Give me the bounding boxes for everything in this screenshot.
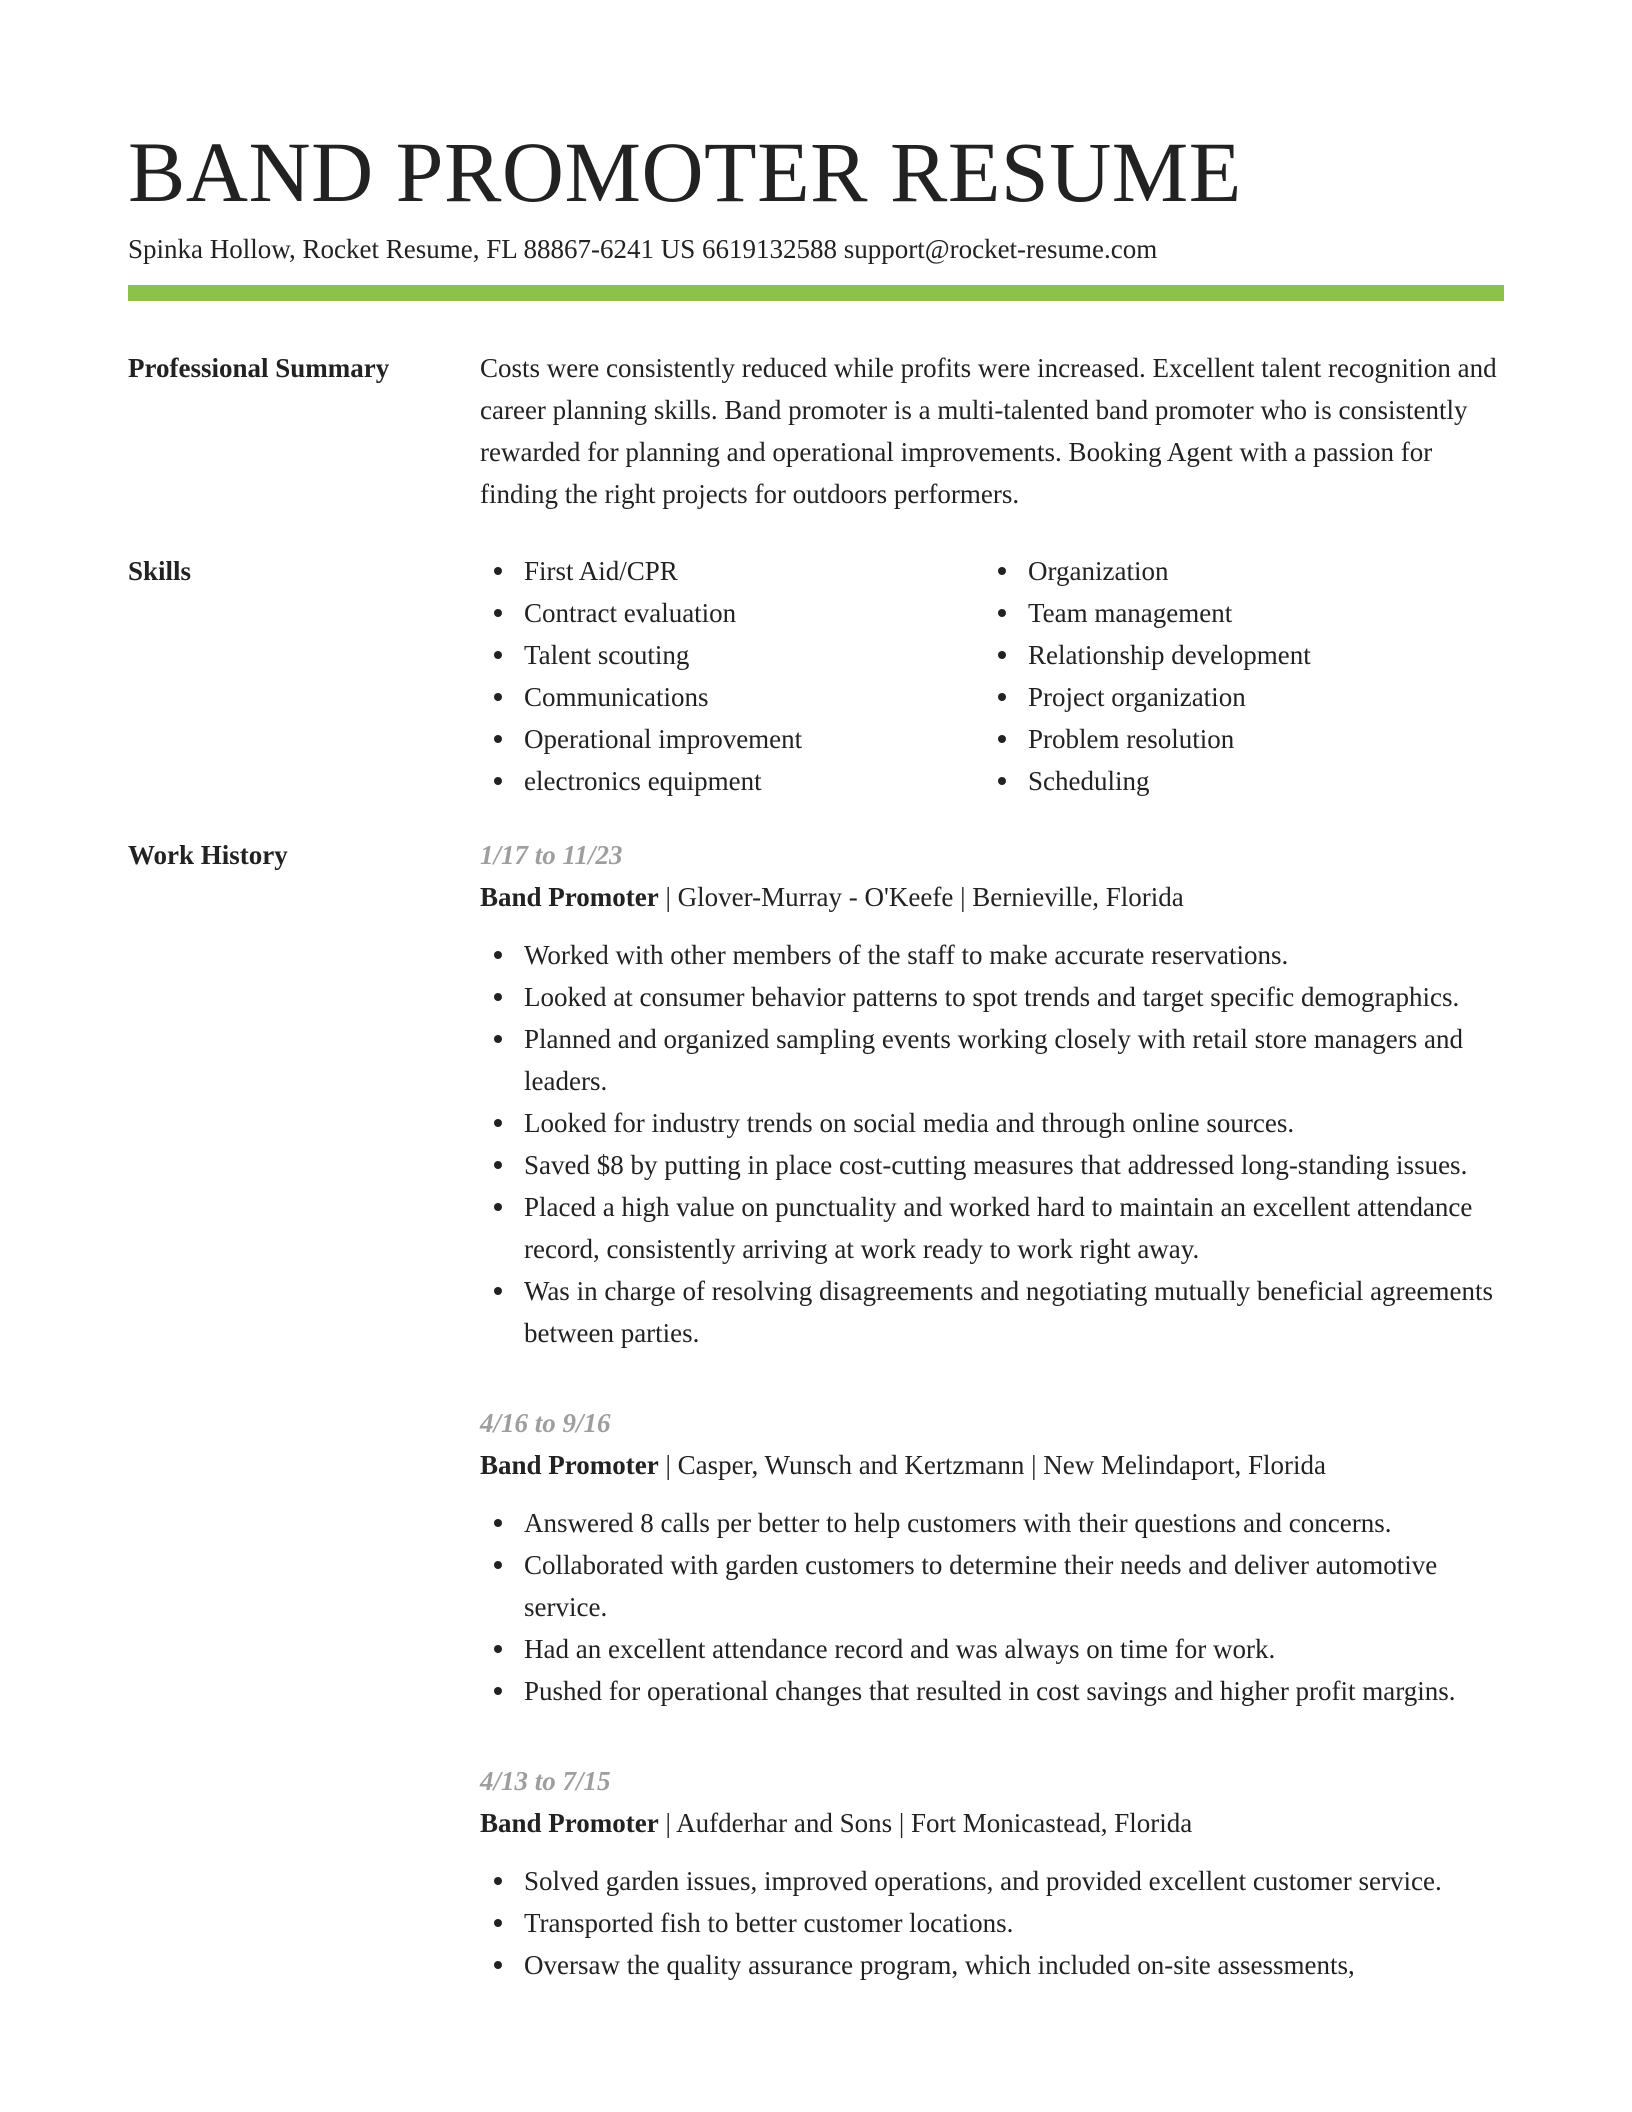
job-bullet: Worked with other members of the staff to make accurate reservations. <box>480 934 1504 976</box>
job-heading <box>480 1802 1504 1844</box>
work-history-label: Work History <box>128 840 288 870</box>
skill-item: electronics equipment <box>480 760 984 802</box>
job-details: | Casper, Wunsch and Kertzmann | New Melindaport, Florida <box>658 1450 1326 1480</box>
skills-list-right <box>984 550 1504 802</box>
job-title: Band Promoter <box>480 1808 659 1838</box>
skill-item: Scheduling <box>984 760 1504 802</box>
skill-item: Operational improvement <box>480 718 984 760</box>
job-bullet: Had an excellent attendance record and was always on time for work. <box>480 1628 1504 1670</box>
job-bullets <box>480 1860 1504 1986</box>
job-heading <box>480 1444 1504 1486</box>
job-bullet: Pushed for operational changes that resulted in cost savings and higher profit margins. <box>480 1670 1504 1712</box>
job-bullet: Collaborated with garden customers to determine their needs and deliver automotive service. <box>480 1544 1504 1628</box>
job-bullet: Transported fish to better customer locations. <box>480 1902 1504 1944</box>
skill-item: Contract evaluation <box>480 592 984 634</box>
job-bullet: Planned and organized sampling events working closely with retail store managers and leaders. <box>480 1018 1504 1102</box>
job-bullet: Oversaw the quality assurance program, which included on-site assessments, <box>480 1944 1504 1986</box>
skill-item: First Aid/CPR <box>480 550 984 592</box>
contact-info: Spinka Hollow, Rocket Resume, FL 88867-6241 US 6619132588 support@rocket-resume.com <box>128 234 1158 264</box>
job-heading <box>480 876 1504 918</box>
job-entry <box>480 1760 1504 1986</box>
job-bullet: Looked at consumer behavior patterns to spot trends and target specific demographics. <box>480 976 1504 1018</box>
skill-item: Project organization <box>984 676 1504 718</box>
job-dates: 4/13 to 7/15 <box>480 1766 611 1796</box>
job-entry <box>480 834 1504 1354</box>
skill-item: Problem resolution <box>984 718 1504 760</box>
job-details: | Aufderhar and Sons | Fort Monicastead, Florida <box>658 1808 1193 1838</box>
skill-item: Relationship development <box>984 634 1504 676</box>
job-title: Band Promoter <box>480 882 659 912</box>
job-bullet: Solved garden issues, improved operations, and provided excellent customer service. <box>480 1860 1504 1902</box>
job-bullet: Looked for industry trends on social media and through online sources. <box>480 1102 1504 1144</box>
summary-text: Costs were consistently reduced while profits were increased. Excellent talent recognition and career planning skills. Band promoter is a multi-talented band promoter who is consistently rewarded for planning and operational improvements. Booking Agent with a passion for finding the right projects for outdoors performers. <box>480 353 1497 509</box>
skill-item: Team management <box>984 592 1504 634</box>
job-dates: 4/16 to 9/16 <box>480 1408 611 1438</box>
job-bullets <box>480 934 1504 1354</box>
accent-divider <box>128 285 1504 301</box>
job-details: | Glover-Murray - O'Keefe | Bernieville, Florida <box>658 882 1184 912</box>
job-bullet: Placed a high value on punctuality and worked hard to maintain an excellent attendance record, consistently arriving at work ready to work right away. <box>480 1186 1504 1270</box>
resume-title: BAND PROMOTER RESUME <box>128 124 1242 220</box>
job-dates: 1/17 to 11/23 <box>480 840 623 870</box>
skill-item: Organization <box>984 550 1504 592</box>
job-bullet: Was in charge of resolving disagreements and negotiating mutually beneficial agreements between parties. <box>480 1270 1504 1354</box>
skills-grid <box>480 550 1504 802</box>
job-bullet: Answered 8 calls per better to help customers with their questions and concerns. <box>480 1502 1504 1544</box>
skill-item: Communications <box>480 676 984 718</box>
skills-label: Skills <box>128 556 192 586</box>
job-entry <box>480 1402 1504 1712</box>
job-bullet: Saved $8 by putting in place cost-cutting measures that addressed long-standing issues. <box>480 1144 1504 1186</box>
job-bullets <box>480 1502 1504 1712</box>
skill-item: Talent scouting <box>480 634 984 676</box>
skills-list-left <box>480 550 984 802</box>
summary-label: Professional Summary <box>128 353 390 383</box>
job-title: Band Promoter <box>480 1450 659 1480</box>
